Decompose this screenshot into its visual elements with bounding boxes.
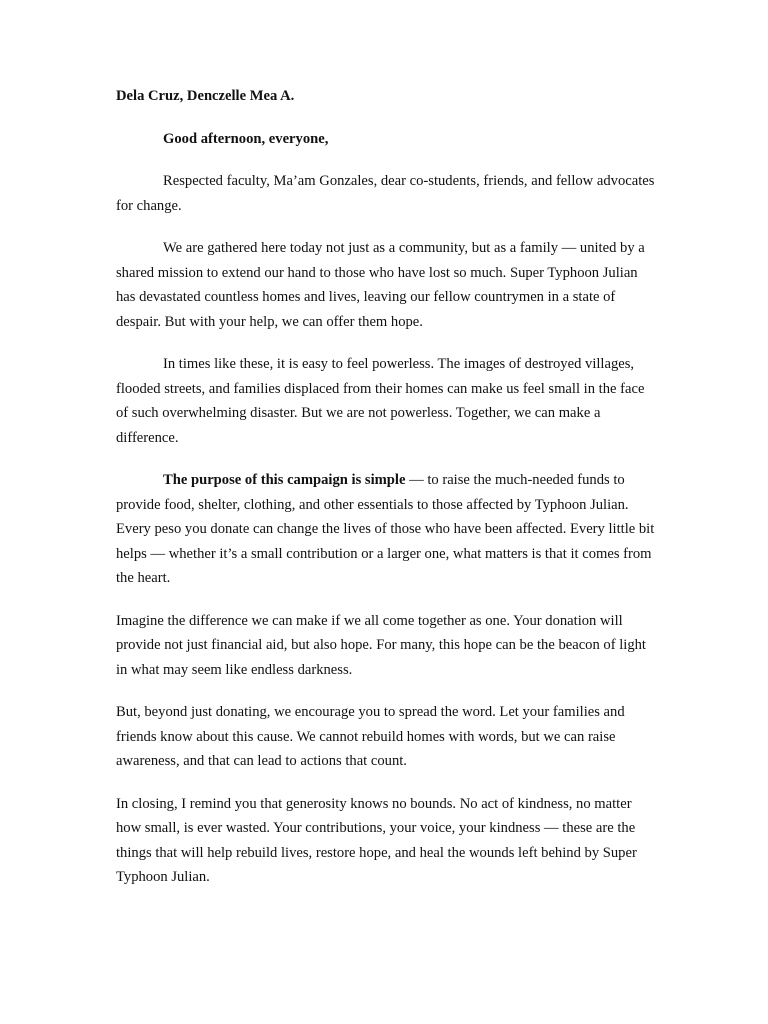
paragraph-intro: We are gathered here today not just as a community, but as a family — united by a shared mission to extend our hand to those who have lost so much. Super Typhoon Julian has devastated countless homes and lives, leaving our fellow countrymen in a state of despair. But with your help, we can offer them hope. [116, 240, 645, 330]
paragraph-closing: In closing, I remind you that generosity knows no bounds. No act of kindness, no matter how small, is ever wasted. Your contributions, your voice, your kindness — these are the things that will help rebuild lives, restore hope, and heal the wounds left behind by Super Typhoon Julian. [116, 795, 637, 885]
author-name: Dela Cruz, Denczelle Mea A. [116, 88, 295, 104]
paragraph-purpose [116, 468, 656, 591]
purpose-rest: — to raise the much-needed funds to provide food, shelter, clothing, and other essentials to those affected by Typhoon Julian. Every peso you donate can change the lives of those who have been affected. Every little bit helps — whether it’s a small contribution or a larger one, what matters is that it comes from the heart. [116, 472, 655, 586]
paragraph-powerless: In times like these, it is easy to feel powerless. The images of destroyed villages, flooded streets, and families displaced from their homes can make us feel small in the face of such overwhelming disaster. But we are not powerless. Together, we can make a difference. [116, 356, 645, 446]
greeting: Good afternoon, everyone, [163, 130, 329, 147]
purpose-lead: The purpose of this campaign is simple [163, 472, 406, 488]
paragraph-spread-word: But, beyond just donating, we encourage you to spread the word. Let your families and friends know about this cause. We cannot rebuild homes with words, but we can raise awareness, and that can lead to actions that count. [116, 704, 625, 769]
paragraph-salutation: Respected faculty, Ma’am Gonzales, dear co-students, friends, and fellow advocates for change. [116, 173, 655, 214]
paragraph-imagine: Imagine the difference we can make if we all come together as one. Your donation will provide not just financial aid, but also hope. For many, this hope can be the beacon of light in what may seem like endless darkness. [116, 612, 646, 678]
document-body [116, 84, 656, 908]
